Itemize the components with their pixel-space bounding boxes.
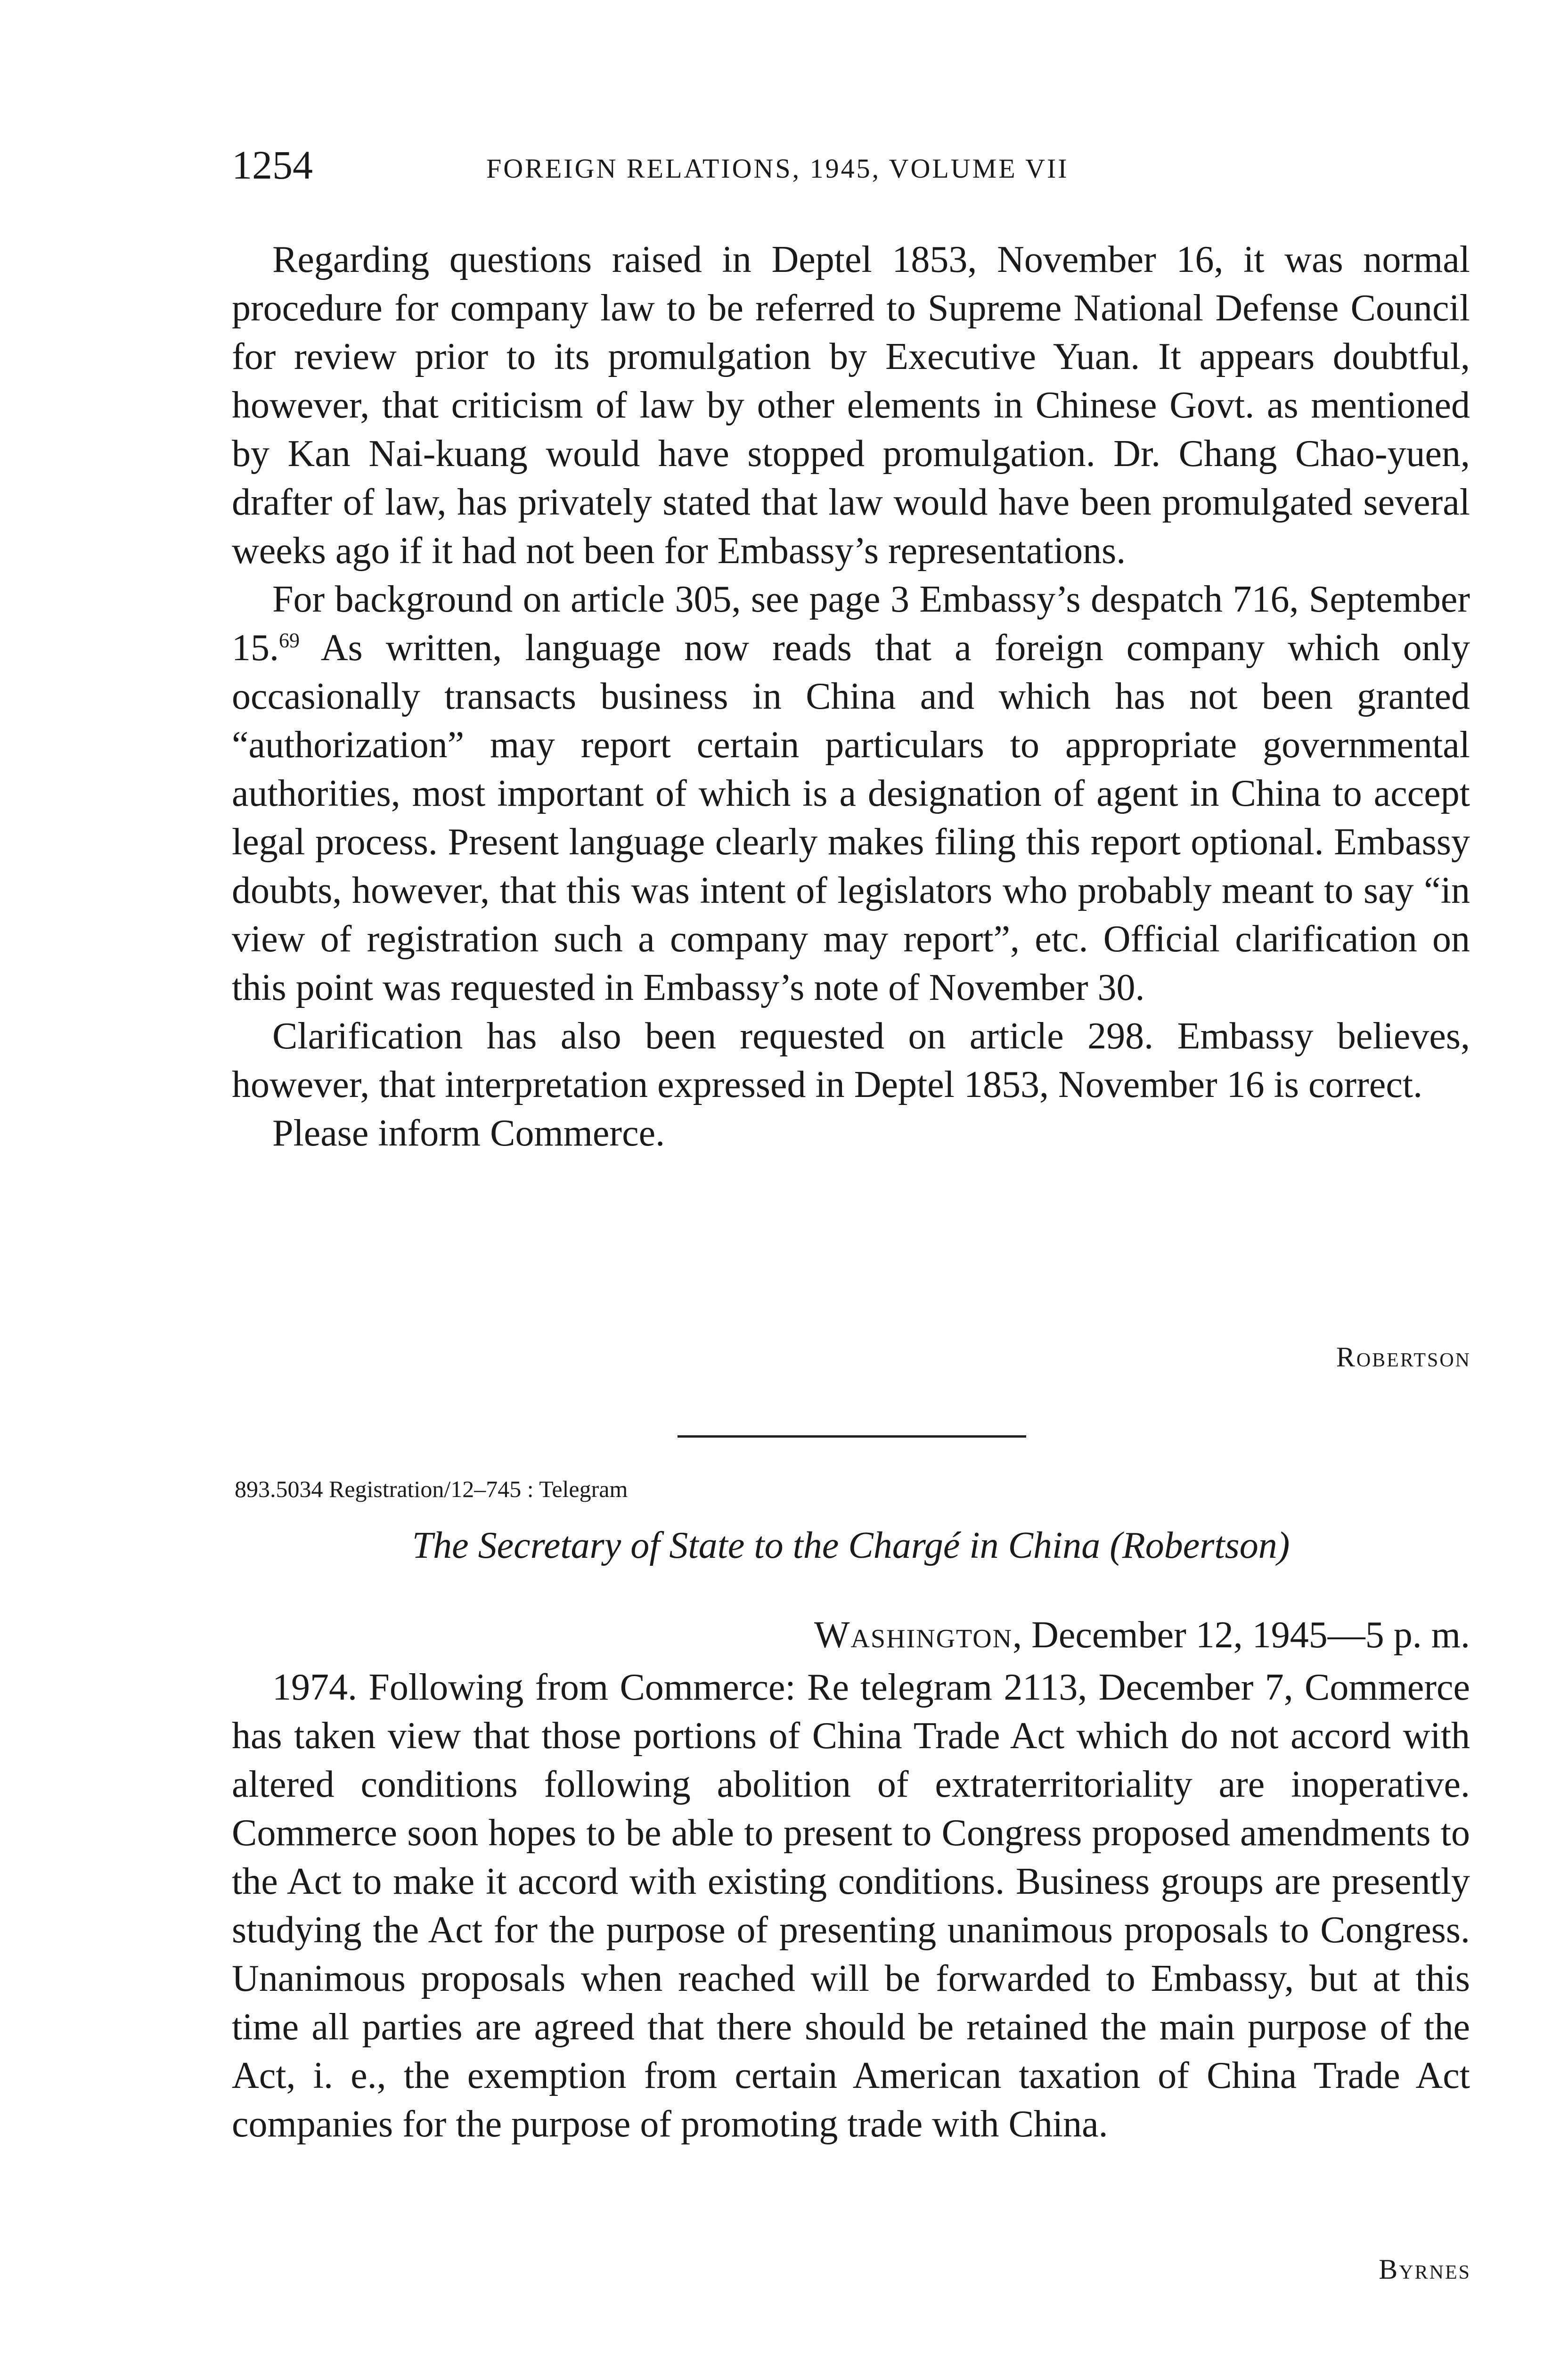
document-title: The Secretary of State to the Chargé in China (Robertson) [412, 1525, 1290, 1566]
paragraph-text: For background on article 305, see page 3 Embassy’s despatch 716, September 15. [232, 579, 1470, 669]
dateline-date: , December 12, 1945—5 p. m. [1013, 1614, 1470, 1656]
section-divider [678, 1435, 1026, 1438]
footnote-reference[interactable]: 69 [279, 629, 300, 652]
dateline [814, 1612, 1470, 1659]
paragraph: 1974. Following from Commerce: Re telegram 2113, December 7, Commerce has taken view that those portions of China Trade Act which do not accord with altered conditions following abolition of extraterritoriality are inoperative. Commerce soon hopes to be able to present to Congress proposed amendments to the Act to make it accord with existing conditions. Business groups are presently studying the Act for the purpose of presenting unanimous proposals to Congress. Unanimous proposals when reached will be forwarded to Embassy, but at this time all parties are agreed that there should be retained the main purpose of the Act, i. e., the exemption from certain American taxation of China Trade Act companies for the purpose of promoting trade with China. [232, 1667, 1470, 2145]
paragraph-text: As written, language now reads that a foreign company which only occasionally transacts business in China and which has not been granted “authorization” may report certain particulars to appropriate governmental authorities, most important of which is a designation of agent in China to accept legal process. Present language clearly makes filing this report optional. Embassy doubts, however, that this was intent of legislators who probably meant to say “in view of registration such a company may report”, etc. Official clarification on this point was requested in Embassy’s note of November 30. [232, 627, 1470, 1008]
file-reference: 893.5034 Registration/12–745 : Telegram [235, 1476, 628, 1502]
telegram-body-byrnes [232, 1663, 1470, 2149]
paragraph: Clarification has also been requested on article 298. Embassy believes, however, that interpretation expressed in Deptel 1853, November 16 is correct. [232, 1015, 1470, 1105]
signature-byrnes: Byrnes [1379, 2254, 1471, 2285]
dateline-place: Washington [814, 1614, 1013, 1656]
page-header [232, 141, 1513, 188]
signature-robertson: Robertson [1336, 1342, 1471, 1373]
running-title: FOREIGN RELATIONS, 1945, VOLUME VII [486, 153, 1069, 184]
telegram-body-robertson [232, 236, 1470, 1158]
page-number: 1254 [232, 142, 313, 188]
paragraph [232, 575, 1470, 1012]
paragraph: Please inform Commerce. [272, 1113, 665, 1154]
paragraph: Regarding questions raised in Deptel 1853, November 16, it was normal procedure for company law to be referred to Supreme National Defense Council for review prior to its promulgation by Executive Yuan. It appears doubtful, however, that criticism of law by other elements in Chinese Govt. as mentioned by Kan Nai-kuang would have stopped promulgation. Dr. Chang Chao-yuen, drafter of law, has privately stated that law would have been promulgated several weeks ago if it had not been for Embassy’s representations. [232, 239, 1470, 572]
